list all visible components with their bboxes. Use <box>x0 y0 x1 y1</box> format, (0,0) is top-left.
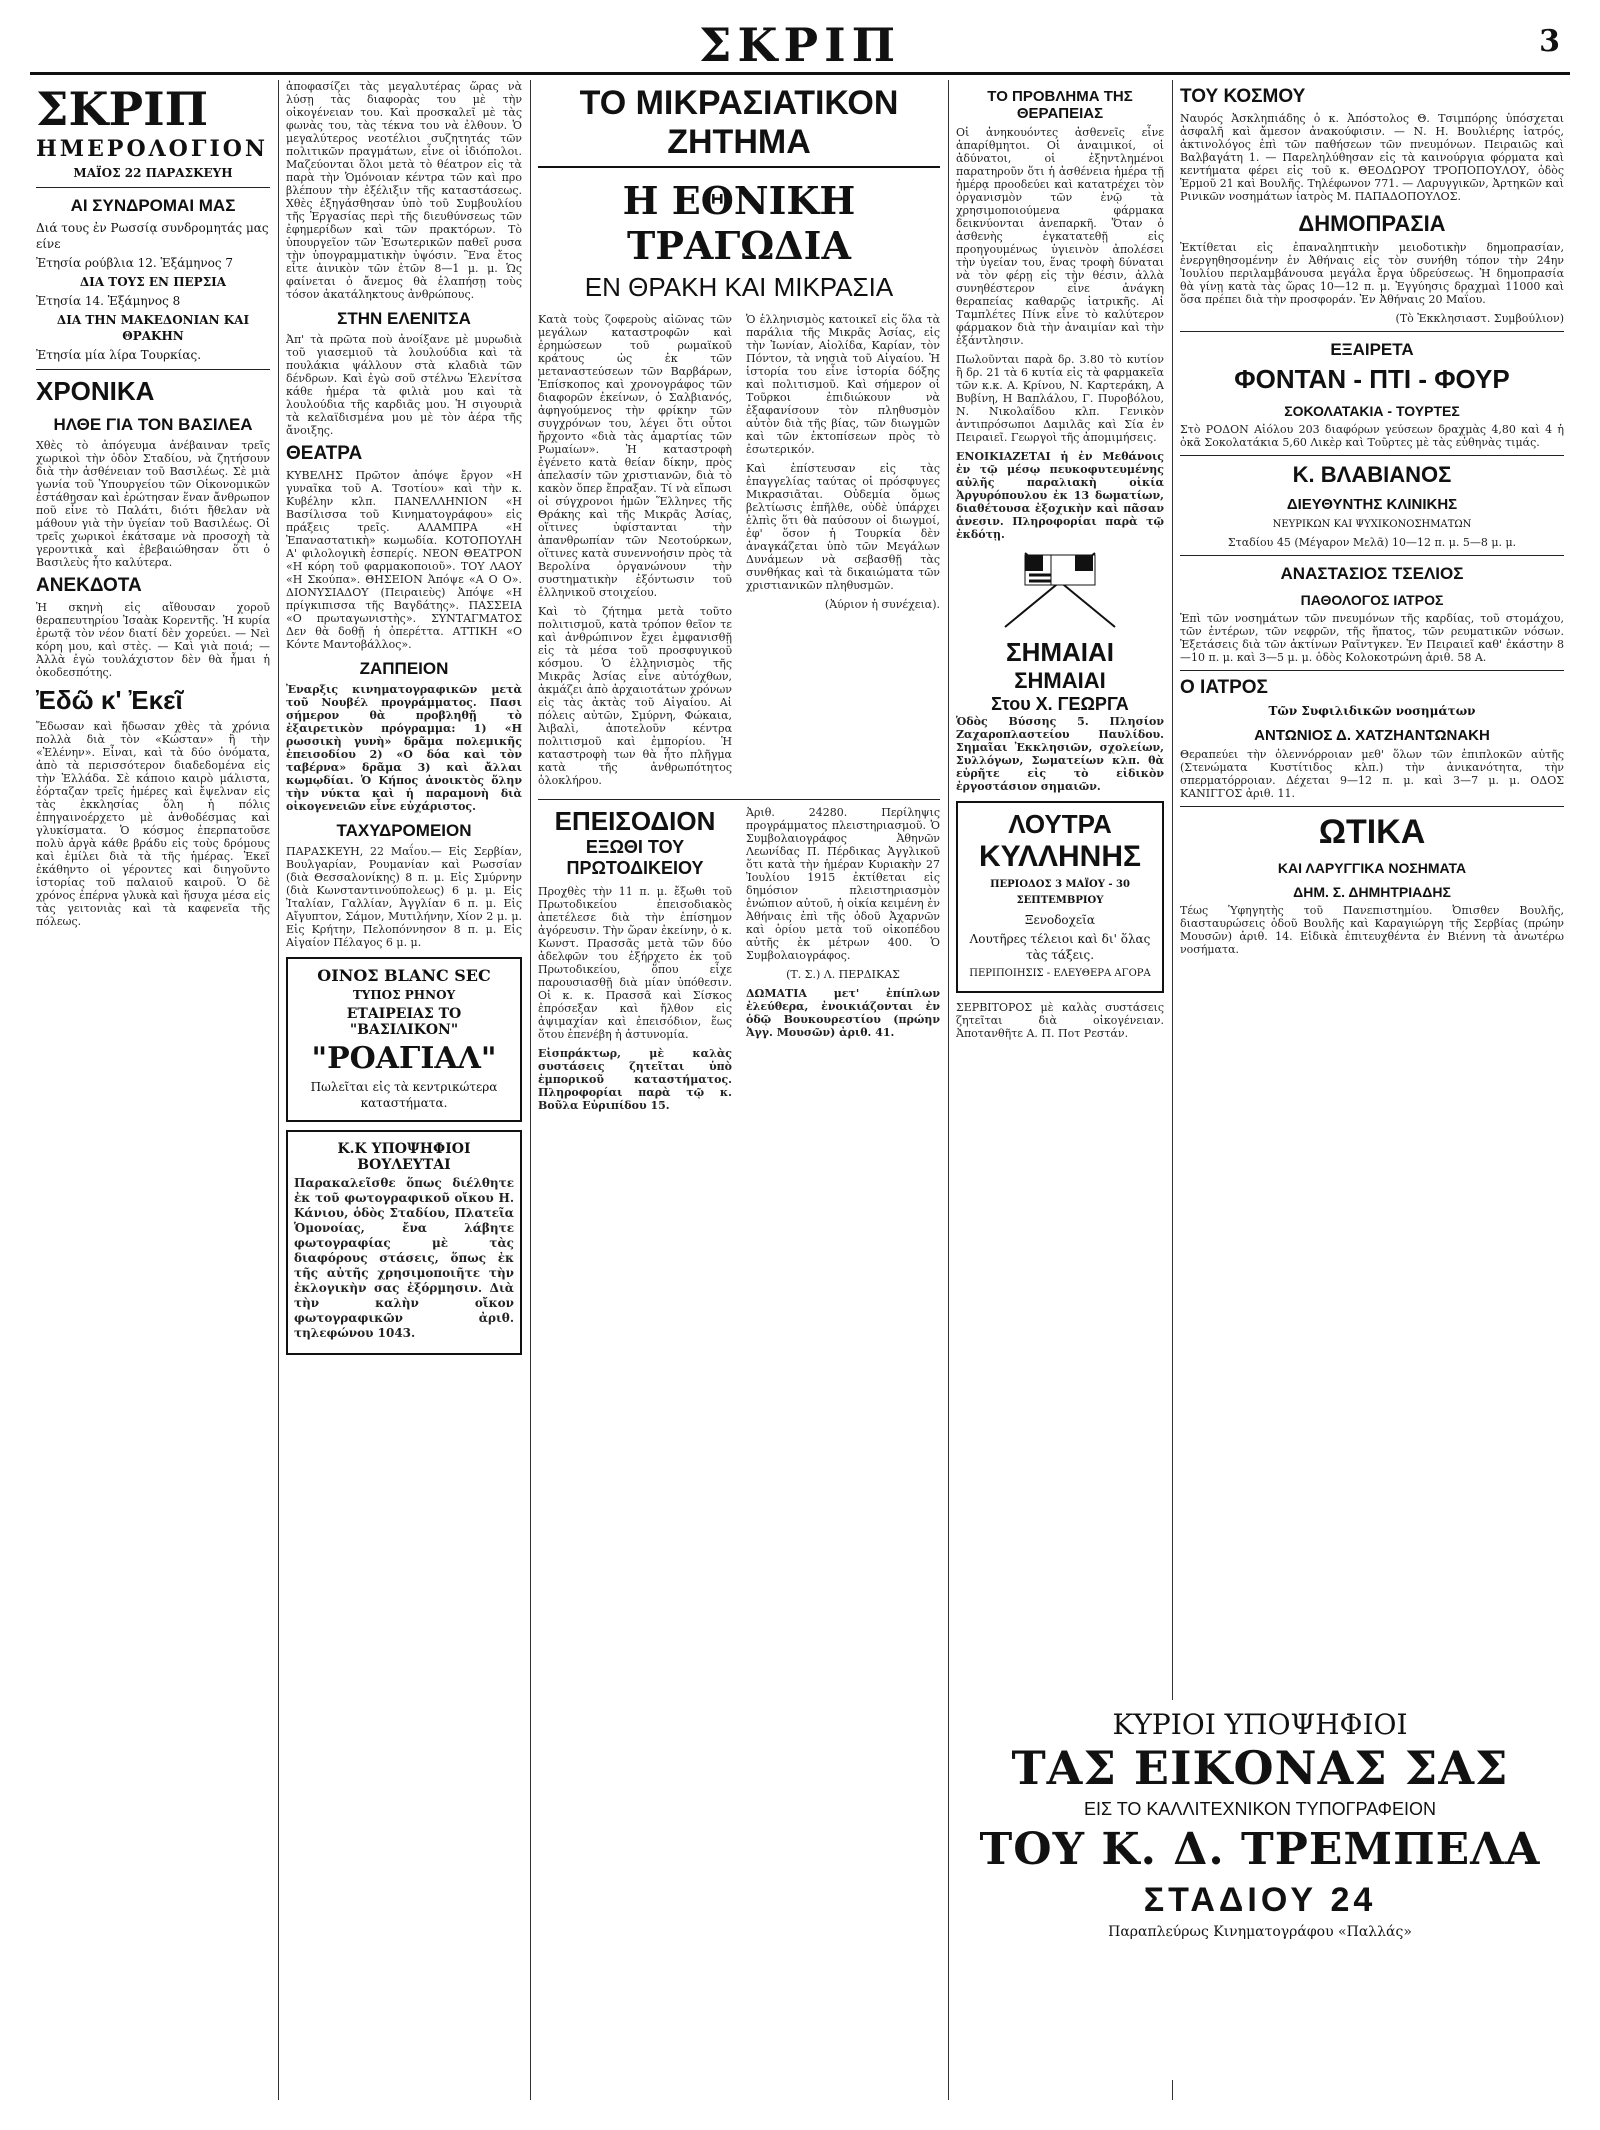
calendar-date: ΜΑΪΟΣ 22 ΠΑΡΑΣΚΕΥΗ <box>73 166 233 180</box>
otika-title: ΩΤΙΚΑ <box>1318 813 1426 851</box>
headline-en-thraki: ΕΝ ΘΡΑΚΗ ΚΑΙ ΜΙΚΡΑΣΙΑ <box>584 272 894 302</box>
wine-ad <box>286 957 522 1122</box>
article-text: Ὁ ἑλληνισμὸς κατοικεῖ εἰς ὅλα τὰ παράλια τῆς Μικρᾶς Ἀσίας, εἰς τὴν Ἰωνίαν, Αἰολίδα, Καρίαν, τὸν Πόντον, τὰ νησιὰ τοῦ Αἰγαίου. Ἡ ἱστορία του εἶνε ἱστορία δόξης καὶ πολιτισμοῦ. Καὶ σήμερον οἱ Τοῦρκοι ἐπιδιώκουν νὰ ἐξαφανίσουν τὸν πληθυσμὸν αὐτὸν διὰ τῆς βίας, τῶν διωγμῶν καὶ τῶν ἐκτοπίσεων πρὸς τὸ ἐσωτερικόν. <box>746 313 940 456</box>
headline-mikrasiatikon: ΤΟ ΜΙΚΡΑΣΙΑΤΙΚΟΝ ΖΗΤΗΜΑ <box>538 80 940 168</box>
photographer-ad-line: Παραπλεύρως Κινηματογράφου «Παλλάς» <box>1108 1924 1412 1940</box>
photographer-ad-line: ΚΥΡΙΟΙ ΥΠΟΨΗΦΙΟΙ <box>1112 1708 1408 1741</box>
subscriptions-line: Διά τους ἐν Ρωσσίᾳ συνδρομητάς μας είνε <box>36 221 269 251</box>
hatz-name: ΑΝΤΩΝΙΟΣ Δ. ΧΑΤΖΗΑΝΤΩΝΑΚΗ <box>1254 727 1490 744</box>
fondant-title: ΦΟΝΤΑΝ - ΠΤΙ - ΦΟΥΡ <box>1234 364 1510 394</box>
stin-elenitsa-text: Ἀπ' τὰ πρῶτα ποὺ ἀνοίξανε μὲ μυρωδιὰ τοῦ γιασεμιοῦ τὰ λουλούδια καὶ τὰ πουλάκια ψάλλουν στὰ κλαδιὰ τῶν δένδρων. Καὶ ἐγὼ σοῦ στέλνω Ἑλενίτσα κάθε ἡμέρα τὰ φιλιὰ μου καὶ τὰ λουλούδια τῆς καρδιᾶς μου. Ἡ σιγουριὰ τὰ κελαϊδισμένα μου μὲ τὸν ἀέρα τῆς ἄνοιξης. <box>286 333 522 437</box>
vlavianos-text: Σταδίου 45 (Μέγαρον Μελᾶ) 10—12 π. μ. 5—8 μ. μ. <box>1227 536 1517 549</box>
baths-ad-line: ΠΕΡΙΠΟΙΗΣΙΣ - ΕΛΕΥΘΕΡΑ ΑΓΟΡΑ <box>969 968 1151 979</box>
hatz-text: Θεραπεύει τὴν ὁλεννόρροιαν μεθ' ὅλων τῶν ἐπιπλοκῶν αὐτῆς (Στενώματα Κυστίτιδος κλπ.) τὴν ἀνικανότητα, τὴν σπερματόρροιαν. Δέχεται 9—12 π. μ. καὶ 3—7 μ. μ. ΟΔΟΣ ΚΑΝΙΓΓΟΣ ἀριθ. 11. <box>1180 748 1564 800</box>
subscriptions-heading: ΑΙ ΣΥΝΔΡΟΜΑΙ ΜΑΣ <box>70 196 236 215</box>
theatra-heading: ΘΕΑΤΡΑ <box>286 443 363 464</box>
calendar-title: ΣΚΡΙΠ <box>36 82 209 136</box>
column-2 <box>286 80 522 2100</box>
article-signature: (Ἀύριον ἡ συνέχεια). <box>824 598 940 611</box>
auction-notice-sign: (Τ. Σ.) Λ. ΠΕΡΔΙΚΑΣ <box>786 968 900 981</box>
wine-ad-line: ΕΤΑΙΡΕΙΑΣ ΤΟ "ΒΑΣΙΛΙΚΟΝ" <box>346 1006 462 1038</box>
column-1 <box>36 80 270 2100</box>
tselios-text: Ἐπὶ τῶν νοσημάτων τῶν πνευμόνων τῆς καρδίας, τοῦ στομάχου, τῶν ἐντέρων, τῶν νεφρῶν, τῆς ἥπατος, τῶν ρευματικῶν νόσων. Ἐξετάσεις διὰ τῶν ἀκτίνων Ραῖντγκεν. Ἐν Πειραιεῖ καθ' ἑκάστην 8—10 π. μ. καὶ 3—5 μ. μ. ὁδὸς Κολοκοτρώνη ἀριθ. 58 Α. <box>1180 612 1564 664</box>
demoprasia-sign: (Τὸ Ἐκκλησιαστ. Συμβούλιον) <box>1395 312 1564 325</box>
therapy-heading: ΤΟ ΠΡΟΒΛΗΜΑ ΤΗΣ ΘΕΡΑΠΕΙΑΣ <box>987 88 1133 122</box>
photo-ad-heading: Κ.Κ ΥΠΟΨΗΦΙΟΙ ΒΟΥΛΕΥΤΑΙ <box>337 1141 471 1173</box>
edo-ekei-text: Ἔδωσαν καὶ ἤδωσαν χθὲς τὰ χρόνια πολλὰ διὰ τὸν «Κώσταν» ἢ τὴν «Ἐλένην». Εἶναι, καὶ τὰ δύο ὀνόματα, ἀπὸ τὰ περισσότερον διαδεδομένα εἰς τὴν Ἑλλάδα. Σὲ κάποιο καιρὸ μάλιστα, ἐόρταζαν τρεῖς ἡμέρες καὶ ἔψελναν εἰς τὰς ἐκκλησίας ὅλη ἡ πόλις ἐπηγαινοέρχετο μὲ ἀνθοδέσμας καὶ γλυκίσματα. Ὁ κόσμος ἐπερπατοῦσε πολὺ ἀργὰ κάθε βράδυ εἰς τοὺς δρόμους καὶ ἐμίλει διὰ τὰ τῆς ἡμέρας. Ἐκεῖ ἐκάθηντο οἱ γέροντες καὶ διηγοῦντο ἱστορίας τοῦ παλαιοῦ καιροῦ. Ὁ δὲ χρόνος ἐπέρνα γλυκὰ καὶ ἥσυχα μέσα εἰς τὰς γειτονιὰς καὶ τὰ καφενεῖα τῆς πόλεως. <box>36 720 270 928</box>
col2-top-text: ἀποφασίζει τὰς μεγαλυτέρας ὥρας νὰ λύσῃ τὰς διαφορὰς του μὲ τὴν οἰκογένειαν του. Καὶ προσκαλεῖ μὲ τὰς φωνὰς του, τὰς τέκνα του νὰ ἐλθουν. Ὁ μεγαλύτερος νεοτέλιοι συζητητάς τῶν πολιτικῶν πραγμάτων, εἶνε οἱ ἰδιόπολοι. Μαζεύονται ὅλοι μετὰ τὸ θέατρον εἰς τὰ παρὰ τὴν Ὁμόνοιαν κέντρα τῶν καὶ προ βλέπουν τὴν ἐξέλιξιν τῆς καταστάσεως. Χθὲς ἐξηγάσθησαν ὑπὸ τοῦ Συμβουλίου τῆς Ἐργασίας περὶ τῆς διευθύνσεως τῶν ἐφημερίδων καὶ τῶν πρακτόρων. Τὸ ὑπουργεῖον τῶν Ἐσωτερικῶν παθεῖ ρυσα τὴν ὑπογραμματικὴν ὑψόσιν. Ἓνα ἔτος εἶτε ἀινικὸν τῶν ἐτῶν 8—1 μ. μ. Ὡς φαίνεται ὁ ἄνεμος θὰ ἐλαπήσῃ τοὺς τόσον ἀκατάληκτους ἀνθρώπους. <box>286 80 522 301</box>
article-text: Καὶ τὸ ζήτημα μετὰ τοῦτο πολιτισμοῦ, κατὰ τρόπον θεῖον τε καὶ ἀνθρώπινον ἔχει ἐμφανισθῇ εἰς τὰ μέσα τοῦ προσφυγικοῦ κόσμου. Ὁ ἑλληνισμὸς τῆς Μικρᾶς Ἀσίας εἶνε αὐτόχθων, ἀκμάζει ἀπὸ ἀρχαιοτάτων χρόνων εἰς τὰς ἀκτὰς τοῦ Αἰγαίου. Αἱ πόλεις αὐτῶν, Σμύρνη, Φώκαια, Ἀιβαλὶ, ἀποτελοῦν κέντρα πολιτισμοῦ καὶ ἐμπορίου. Ἡ καταστροφὴ των θὰ ἦτο πλῆγμα κατὰ τῆς ἀνθρωπότητος ὁλοκλήρου. <box>538 605 732 787</box>
fondant-text: Στὸ ΡΟΔΟΝ Αἰόλου 203 διαφόρων γεύσεων δραχμὰς 4,80 καὶ 4 ἡ ὀκᾶ Σοκολατάκια 5,60 Λικὲρ καὶ Τοῦρτες μὲ τὰς εὐθηνὰς τιμάς. <box>1180 423 1564 449</box>
flags-ad-shop: Στου Χ. ΓΕΩΡΓΑ <box>991 694 1129 714</box>
therapy-text: Οἱ ἀνηκουόντες ἀσθενεῖς εἶνε ἀπαρίθμητοι. Οἱ ἀναιμικοί, οἱ ἀδύνατοι, οἱ ἐξηντλημένοι παρατηροῦν ὅτι ἡ ἀσθένεια ἡμέρα τῇ ἡμέρᾳ προοδεύει καὶ κατατρέχει τὸν ὀργανισμὸν τῶν ἐνῷ τὰ χρησιμοποιούμενα φάρμακα δεικνύονται ἀνεπαρκῆ. Ὅταν ὁ ἀσθενὴς ἐγκατατεθῇ εἰς προηγουμένως ὑγιεινὸν ἀπολέσει τὴν ὑγείαν του, ἕνας τροφὴ δύναται νὰ τὸν φέρῃ εἰς τὴν θέσιν, ἀλλὰ συνηθέστερον εἶνε ἀνάγκη θεραπείας καθαρῶς ἰατρικῆς. Αἱ Ταμπλέτες Πίνκ εἶνε τὸ καλύτερον φάρμακον διὰ τὴν ἀναιμίαν καὶ τὴν ἐξάντλησιν. <box>956 126 1164 347</box>
chronika-subheading: ΗΛΘΕ ΓΙΑ ΤΟΝ ΒΑΣΙΛΕΑ <box>53 415 253 434</box>
wine-ad-brand: "ΡΟΑΓΙΑΛ" <box>311 1041 497 1076</box>
article-text: Κατὰ τοὺς ζοφεροὺς αἰῶνας τῶν μεγάλων καταστροφῶν καὶ ἐρημώσεων τοῦ ρωμαϊκοῦ κράτους ὡς ἐκ τῶν μεταναστεύσεων τῶν Βαρβάρων, Ἐπίσκοπος καὶ χρονογράφος τῶν διαφορῶν ἐκείνων, ὁ Σαλβιανός, ἀφηγούμενος τὴν φρίκην τῶν συγχρόνων του, λέγει ὅτι οὗτοι ἤρχοντο «διὰ τὰς ἁμαρτίας τῶν Ρωμαίων». Ἡ καταστροφὴ ἐγένετο κατὰ θείαν δίκην, πρὸς ἀπελασίν τῶν χριστιανῶν, διὰ τὸ κακὸν ὅπερ ἔπραξαν. Τί νὰ εἴπωσι οἱ σύγχρονοι ἡμῶν Ἕλληνες τῆς Θράκης καὶ τῆς Μικρᾶς Ἀσίας, οἵτινες ὑφίστανται τὴν ἀπανθρωπίαν τῶν Νεοτούρκων, οἵτινες κατὰ συνεννοήσιν πρὸς τὰ Βερολίνα ὀργανώνουν τὴν συστηματικὴν ἐξόντωσιν τοῦ ἑλληνικοῦ στοιχείου. <box>538 313 732 599</box>
page-number: 3 <box>1539 24 1560 59</box>
photographer-ad-line: ΕΙΣ ΤΟ ΚΑΛΛΙΤΕΧΝΙΚΟΝ ΤΥΠΟΓΡΑΦΕΙΟΝ <box>1083 1799 1437 1819</box>
tou-kosmou-heading: ΤΟΥ ΚΟΣΜΟΥ <box>1180 86 1306 107</box>
collector-ad: Εἰσπράκτωρ, μὲ καλὰς συστάσεις ζητεῖται ὑπὸ ἐμπορικοῦ καταστήματος. Πληροφορίαι παρὰ τῷ κ. Βοῦλα Εὐριπίδου 15. <box>538 1047 732 1112</box>
baths-ad-title: ΚΥΛΛΗΝΗΣ <box>979 840 1141 873</box>
demoprasia-heading: ΔΗΜΟΠΡΑΣΙΑ <box>1298 211 1446 236</box>
episode-heading: ΕΠΕΙΣΟΔΙΟΝ <box>554 806 716 836</box>
zappeion-heading: ΖΑΠΠΕΙΟΝ <box>359 659 449 678</box>
vlavianos-specialty: ΝΕΥΡΙΚΩΝ ΚΑΙ ΨΥΧΙΚΟΝΟΣΗΜΑΤΩΝ <box>1272 519 1472 530</box>
headline-ethniki-tragodia: Η ΕΘΝΙΚΗ ΤΡΑΓΩΔΙΑ <box>622 178 856 268</box>
flags-ad-title: ΣΗΜΑΙΑΙ <box>1005 637 1115 667</box>
subscriptions-line: Ἐτησία ρούβλια 12. Ἑξάμηνος 7 <box>36 256 234 270</box>
column-4 <box>956 80 1164 1690</box>
baths-ad-line: Ξενοδοχεῖα <box>1025 913 1095 927</box>
subscriptions-line: ΔΙΑ ΤΟΥΣ ΕΝ ΠΕΡΣΙΑ <box>79 275 227 289</box>
masthead <box>30 18 1570 70</box>
masthead-rule <box>30 72 1570 75</box>
baths-ad-title: ΛΟΥΤΡΑ <box>1008 809 1112 839</box>
wine-ad-line: ΟΙΝΟΣ BLANC SEC <box>317 966 491 985</box>
tachydromeion-heading: ΤΑΧΥΔΡΟΜΕΙΟΝ <box>336 821 472 840</box>
kyllini-baths-ad <box>956 801 1164 993</box>
column-divider <box>278 80 279 2100</box>
rent-notice: ΕΝΟΙΚΙΑΖΕΤΑΙ ἡ ἐν Μεθάνοις ἐν τῷ μέσῳ πευκοφυτευμένης αὐλῆς παραλιακὴ οἰκία Ἀργυρόπουλου ἐκ 13 δωματίων, διαθέτουσα ἐξοχικὴν καὶ πᾶσαν ἀνεσιν. Πληροφορίαι παρὰ τῷ ἐκδότῃ. <box>956 450 1164 541</box>
hatz-specialty: Τῶν Συφιλιδικῶν νοσημάτων <box>1268 704 1476 718</box>
subscriptions-line: Ἐτησία 14. Ἑξάμηνος 8 <box>36 294 181 308</box>
column-divider <box>530 80 531 2100</box>
otika-text: Τέως Ὑφηγητὴς τοῦ Πανεπιστημίου. Ὀπισθεν Βουλῆς, διασταυρώσεις ὁδοῦ Βουλῆς καὶ Καραγιώργη τῆς Σερβίας (πρώην Μουσῶν) ἀριθ. 14. Εἰδικὰ ἐπιτευχθέντα ἐν Βιέννη τὰ ἀνωτέρω νοσήματα. <box>1180 904 1564 956</box>
column-5 <box>1180 80 1564 1690</box>
wine-ad-line: ΤΥΠΟΣ ΡΗΝΟΥ <box>352 988 456 1002</box>
baths-ad-line: Λουτῆρες τέλειοι καὶ δι' ὅλας τὰς τάξεις. <box>969 932 1151 962</box>
article-text: Καὶ ἐπίστευσαν εἰς τὰς ἐπαγγελίας ταύτας οἱ πρόσφυγες Μικρασιᾶται. Οὐδεμία ὅμως βελτίωσις ἐπῆλθε, οὐδὲ ὑπάρχει ἐλπὶς ὅτι θὰ παύσουν οἱ διωγμοί, ἐφ' ὅσον ἡ Τουρκία δὲν ἀναγκάζεται ὑπὸ τῶν Μεγάλων Δυνάμεων νὰ σεβασθῇ τὰς συνθήκας καὶ τὰ δικαιώματα τῶν χριστιανικῶν πληθυσμῶν. <box>746 462 940 592</box>
otika-subtitle: ΚΑΙ ΛΑΡΥΓΓΙΚΑ ΝΟΣΗΜΑΤΑ <box>1277 860 1467 876</box>
stin-elenitsa-heading: ΣΤΗΝ ΕΛΕΝΙΤΣΑ <box>337 309 471 328</box>
flags-ad-text: Ὁδὸς Βύσσης 5. Πλησίον Ζαχαροπλαστείου Παυλίδου. Σημαῖαι Ἐκκλησιῶν, σχολείων, Συλλόγων, Σωματείων κλπ. θὰ εὑρῆτε εἰς τὸ εἰδικὸν ἐργοστάσιον σημαιῶν. <box>956 715 1164 793</box>
anekdota-text: Ἡ σκηνὴ εἰς αἴθουσαν χοροῦ θεραπευτηρίου Ἰσαὰκ Κορεντῆς. Ἡ κυρία ἐρωτᾷ τὸν νέον διατί δὲν χορεύει. — Νεὶ κόρη μου, καὶ στὲς. — Καὶ γιὰ ποιά; — Ἀλλὰ ἐγὼ τουλάχιστον δὲν θὰ ἦμαι ἡ ὀκοδεσπότης. <box>36 601 270 679</box>
tachydromeion-text: ΠΑΡΑΣΚΕΥΗ, 22 Μαΐου.— Εἰς Σερβίαν, Βουλγαρίαν, Ρουμανίαν καὶ Ρωσσίαν (διὰ Θεσσαλονίκης) 8 π. μ. Εἰς Σμύρνην (διὰ Κωνσταντινούπολεως) 6 μ. μ. Εἰς Ἰταλίαν, Γαλλίαν, Ἀγγλίαν 6 π. μ. Εἰς Αἴγυπτον, Σάμον, Μυτιλήνην, Χίον 2 μ. μ. Εἰς Κρήτην, Πελοπόννησον 8 π. μ. Εἰς Αἰγαίον Πέλαγος 6 μ. μ. <box>286 845 522 949</box>
auction-notice: Ἀριθ. 24280. Περίληψις προγράμματος πλειστηριασμοῦ. Ὁ Συμβολαιογράφος Ἀθηνῶν Λεωνίδας Π. Πέρδικας Ἀγγλικοῦ ὅτι κατὰ τὴν ἡμέραν Κυριακὴν 27 Ἰουλίου 1915 ἐκτίθεται εἰς δημόσιον πλειστηριασμὸν ἐνώπιον αὐτοῦ, ἡ οἰκία κειμένη ἐν Ἀθήναις ἐπὶ τῆς ὁδοῦ Ἀχαρνῶν καὶ ὁρίου μετὰ τοῦ οἰκοπέδου αὐτῆς ἐκ μέτρων 400. Ὁ Συμβολαιογράφος. <box>746 806 940 962</box>
crossed-flags-icon <box>985 549 1135 629</box>
photographer-ad-name: ΤΟΥ Κ. Δ. ΤΡΕΜΠΕΛΑ <box>979 1824 1541 1875</box>
baths-ad-period: ΠΕΡΙΟΔΟΣ 3 ΜΑΪΟΥ - 30 ΣΕΠΤΕΜΒΡΙΟΥ <box>990 879 1130 906</box>
theatra-text: ΚΥΒΕΛΗΣ Πρῶτον ἀπόψε ἔργον «Η γυναῖκα τοῦ Α. Τσοτίου» καὶ τὴν κ. Κυβέλην κλπ. ΠΑΝΕΛΛΗΝΙΟΝ «Η Βασίλισσα τοῦ Κινηματογράφου» εἰς πράξεις τρεῖς. ΑΛΑΜΠΡΑ «Η Ἐπαναστατικὴ» κωμωδία. ΚΟΤΟΠΟΥΛΗ Α' φιλολογικὴ ἑσπερίς. ΝΕΟΝ ΘΕΑΤΡΟΝ «Η κόρη τοῦ φαρμακοποιοῦ». ΤΟΥ ΛΑΟΥ «Η Σκούπα». ΘΗΣΕΙΟΝ Ἀπόψε «Α Ο Ο». ΔΙΟΝΥΣΙΑΔΟΥ (Πειραιεὺς) Ἀπόψε «Η πρίγκιπισσα τῆς Βαγδάτης». ΠΑΣΣΕΙΑ «Ο πρωταγωνιστὴς». ΣΥΝΤΑΓΜΑΤΟΣ Δεν θὰ δοθῇ ἡ ὀπερέττα. ΑΤΤΙΚΗ «Ο Κόντε Μαντοβάλλος». <box>286 469 522 651</box>
photographer-ad-line: ΤΑΣ ΕΙΚΟΝΑΣ ΣΑΣ <box>1011 1741 1509 1795</box>
waiter-ad: ΣΕΡΒΙΤΟΡΟΣ μὲ καλὰς συστάσεις ζητεῖται διὰ οἰκογένειαν. Ἀποτανθῆτε Α. Π. Ποτ Ρεστάν. <box>956 1001 1164 1040</box>
flags-ad-title: ΣΗΜΑΙΑΙ <box>1014 668 1106 693</box>
fondant-subtitle: ΣΟΚΟΛΑΤΑΚΙΑ - ΤΟΥΡΤΕΣ <box>1284 403 1460 419</box>
tselios-name: ΑΝΑΣΤΑΣΙΟΣ ΤΣΕΛΙΟΣ <box>1280 564 1464 583</box>
vlavianos-name: Κ. ΒΛΑΒΙΑΝΟΣ <box>1292 462 1452 487</box>
anekdota-heading: ΑΝΕΚΔΟΤΑ <box>36 575 142 596</box>
tselios-title: ΠΑΘΟΛΟΓΟΣ ΙΑΤΡΟΣ <box>1300 592 1444 608</box>
fondant-heading: ΕΞΑΙΡΕΤΑ <box>1330 340 1414 359</box>
wine-ad-line: Πωλεῖται εἰς τὰ κεντρικώτερα καταστήματα. <box>310 1080 498 1110</box>
subscriptions-line: ΔΙΑ ΤΗΝ ΜΑΚΕΔΟΝΙΑΝ ΚΑΙ ΘΡΑΚΗΝ <box>56 313 250 343</box>
vlavianos-title: ΔΙΕΥΘΥΝΤΗΣ ΚΛΙΝΙΚΗΣ <box>1286 496 1458 513</box>
photographer-ad <box>956 1700 1564 2080</box>
calendar-subtitle: ΗΜΕΡΟΛΟΓΙΟΝ <box>36 136 269 162</box>
otika-doctor: ΔΗΜ. Σ. ΔΗΜΗΤΡΙΑΔΗΣ <box>1293 884 1451 900</box>
chronika-text: Χθὲς τὸ ἀπόγευμα ἀνέβαιναν τρεῖς χωρικοὶ τὴν ὁδὸν Σταδίου, νὰ ζητήσουν διὰ τὴν ἀσθένειαν τοῦ Βασιλέως. Σὲ μιὰ γωνία τοῦ Ὑπουργείου τῶν Οἰκονομικῶν ἐστάθησαν καὶ ἐρώτησαν ἕναν ἄνθρωπον ποῦ εἶνε τὸ Παλάτι, διότι ἤθελαν νὰ μάθουν γιὰ τὴν ὑγείαν τοῦ Βασιλέως. Οἱ τρεῖς χωρικοὶ ἐκάτσαμε νὰ προσοχὴ τὰ γεροντικὰ καὶ ἐβεβαιώθησαν ὅτι ὁ Βασιλεὺς ἦτο καλύτερα. <box>36 439 270 569</box>
photo-ad-text: Παρακαλεῖσθε ὅπως διέλθητε ἐκ τοῦ φωτογραφικοῦ οἴκου Η. Κάνιου, ὁδὸς Σταδίου, Πλατεῖα Ὁμονοίας, ἔνα λάβητε φωτογραφίας μὲ τὰς διαφόρους στάσεις, ὅπως ἐκ τῆς αὐτῆς χρησιμοποιῆτε τὴν ἐκλογικὴν σας ἐξόρμησιν. Διὰ τὴν καλὴν οἴκον φωτογραφικῶν ἀριθ. τηλεφώνου 1043. <box>294 1176 514 1340</box>
chronika-heading: ΧΡΟΝΙΚΑ <box>36 376 155 406</box>
center-article <box>538 80 940 2100</box>
newspaper-title: ΣΚΡΙΠ <box>698 18 902 72</box>
column-divider <box>948 80 949 2100</box>
edo-ekei-heading: Ἐδῶ κ' Ἐκεῖ <box>36 685 183 715</box>
demoprasia-text: Ἐκτίθεται εἰς ἐπαναληπτικὴν μειοδοτικὴν δημοπρασίαν, ἐνεργηθησομένην ἐν Ἀθήναις εἰς τὸν συνήθη τόπον τὴν 24ην Ἰουλίου περιλαμβάνουσα μεγάλα ἔργα ὑδρεύσεως. Ἡ δημοπρασία θὰ γίνῃ κατὰ τὰς ὥρας 10—12 π. μ. Ἐγγύησις δραχμαὶ 11000 καὶ ὅσα πρέπει διὰ τὴν προσφοράν. Ἐν Ἀθήναις 20 Μαΐου. <box>1180 241 1564 306</box>
tou-kosmou-text: Ναυρός Ἀσκληπιάδης ὁ κ. Ἀπόστολος Θ. Τσιμπόρης ὑπόσχεται ἀσφαλῆ καὶ ἄμεσον ἀνακούφισιν. — Ν. Η. Βουλιέρης ἰατρός, ἀκτινολόγος ἐπὶ τῶν παθήσεων τῶν πνευμόνων. Πειραιῶς καὶ Βαλβαγάτη 1. — Παρεληλύθησαν εἰς τὰ καινούργια φόρματα καὶ κεντήματα φέρει εἰς τοῦ κ. ΘΕΟΔΩΡΟΥ ΤΡΟΠΟΠΟΥΛΟΥ, ὁδὸς Ἑρμοῦ 21 καὶ Βουλῆς. Τηλέφωνον 771. — Λαρυγγικῶν, Ἀρτηκῶν καὶ Ρινικῶν νοσημάτων ἰατρὸς Μ. ΠΑΠΑΔΟΠΟΥΛΟΣ. <box>1180 112 1564 203</box>
photographer-ad-address: ΣΤΑΔΙΟΥ 24 <box>1143 1881 1377 1919</box>
episode-text: Προχθὲς τὴν 11 π. μ. ἔξωθι τοῦ Πρωτοδικείου ἐπεισοδιακὸς ἀπετέλεσε διὰ τὴν ἐπίσημον ἀγόρευσιν. Τὴν ὥραν ἐκείνην, ὁ κ. Κωνστ. Πρασσᾶς μετὰ τῶν δύο ἀδελφῶν του ἐξήρχετο ἐκ τοῦ Πρωτοδικείου, ὅπου εἶχε παρουσιασθῇ διὰ μίαν ὑπόθεσιν. Οἱ κ. κ. Πρασσᾶ καὶ Σίσκος ἐπρόσεξαν καὶ ἤλθον εἰς ἀψιμαχίαν καὶ ἐπεισόδιον, ἕως ὅτου ἐπενέβη ἡ ἀστυνομία. <box>538 885 732 1041</box>
rooms-ad: ΔΩΜΑΤΙΑ μετ' ἐπίπλων ἐλεύθερα, ἐνοικιάζονται ἐν ὁδῷ Βουκουρεστίου (πρώην Ἀγγ. Μουσῶν) ἀριθ. 41. <box>746 987 940 1039</box>
photo-studio-ad <box>286 1130 522 1355</box>
subscriptions-line: Ἐτησία μία λίρα Τουρκίας. <box>36 348 202 362</box>
therapy-text: Πωλοῦνται παρὰ δρ. 3.80 τὸ κυτίον ἢ δρ. 21 τὰ 6 κυτία εἰς τὰ φαρμακεῖα τῶν κ.κ. Α. Κρίνου, Ν. Καρτεράκη, Α Βυβίνη, Η Βαπλάλου, Γ. Πυροβόλου, Ν. Νικολαΐδου κλπ. Γενικὸν ἀντιπρόσωποι Δαμιλᾶς καὶ Σία ἐν Πειραιεῖ. Γεωργοὶ τῆς ἀπομιμήσεις. <box>956 353 1164 444</box>
episode-subheading: ΕΞΩΘΙ ΤΟΥ ΠΡΩΤΟΔΙΚΕΙΟΥ <box>566 837 704 878</box>
zappeion-text: Ἐναρξις κινηματογραφικῶν μετὰ τοῦ Νουβέλ προγράμματος. Πασι σήμερον θὰ προβληθῇ τὸ ἐξαιρετικὸν πρόγραμμα: 1) «Η ρωσσικὴ γυνὴ» δρᾶμα πολεμικῆς ἐπεισοδίου 2) «Ο δόα καὶ τὸν ταβέρνα» δρᾶμα 3) καὶ ἄλλαι κωμῳδίαι. Ὁ Κήπος ἀνοικτὸς ὅλην τὴν νύκτα καὶ ἡ παραμονὴ διὰ οἰκογενειῶν εἶνε εὐχάριστος. <box>286 683 522 813</box>
hatz-heading: Ο ΙΑΤΡΟΣ <box>1180 677 1268 698</box>
